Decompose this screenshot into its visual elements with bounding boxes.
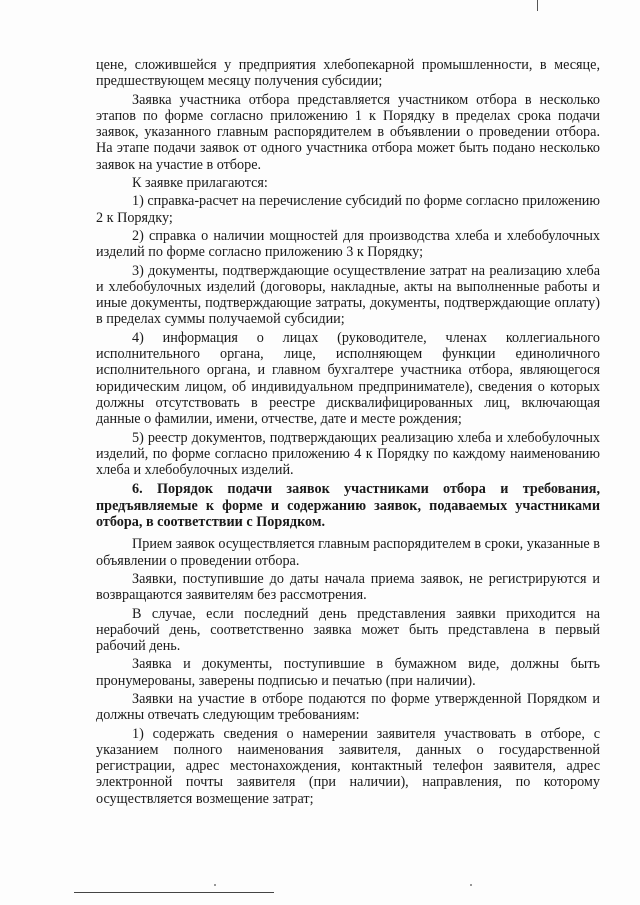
scan-speck — [214, 884, 216, 886]
list-item-2: 2) справка о наличии мощностей для производства хлеба и хлебобулочных изделий по форме согласно приложению 3 к Порядку; — [96, 227, 600, 261]
paragraph-early-applications: Заявки, поступившие до даты начала приема заявок, не регистрируются и возвращаются заявителям без рассмотрения. — [96, 570, 600, 604]
paragraph-nonworking-day: В случае, если последний день представления заявки приходится на нерабочий день, соответственно заявка может быть представлена в первый рабочий день. — [96, 605, 600, 655]
footnote-rule — [74, 892, 274, 893]
paragraph-requirements-intro: Заявки на участие в отборе подаются по форме утвержденной Порядком и должны отвечать следующим требованиям: — [96, 690, 600, 724]
section-heading-6: 6. Порядок подачи заявок участниками отбора и требования, предъявляемые к форме и содержанию заявок, подаваемых участниками отбора, в соответствии с Порядком. — [96, 481, 600, 531]
paragraph-attachments-intro: К заявке прилагаются: — [132, 175, 268, 192]
list-item-1: 1) справка-расчет на перечисление субсидий по форме согласно приложению 2 к Порядку; — [96, 193, 600, 226]
paragraph-acceptance: Прием заявок осуществляется главным распорядителем в сроки, указанные в объявлении о проведении отбора. — [96, 536, 600, 569]
paragraph-paper-documents: Заявка и документы, поступившие в бумажном виде, должны быть пронумерованы, заверены подписью и печатью (при наличии). — [96, 656, 600, 689]
paragraph-application-stages: Заявка участника отбора представляется участником отбора в несколько этапов по форме согласно приложению 1 к Порядку в пределах срока подачи заявок, указанного главным распорядителем в объявлении о проведении отбора. На этапе подачи заявок от одного участника отбора может быть подано несколько заявок на участие в отборе. — [96, 91, 600, 173]
document-body — [96, 57, 600, 809]
paragraph-continuation: цене, сложившейся у предприятия хлебопекарной промышленности, в месяце, предшествующем месяцу получения субсидии; — [96, 57, 600, 90]
scan-speck — [470, 884, 472, 886]
requirement-item-1: 1) содержать сведения о намерении заявителя участвовать в отборе, с указанием полного наименования заявителя, данных о государственной регистрации, адрес местонахождения, контактный телефон заявителя, адрес электронной почты заявителя (при наличии), направления, по которому осуществляется возмещение затрат; — [96, 725, 600, 807]
list-item-4: 4) информация о лицах (руководителе, членах коллегиального исполнительного органа, лице, исполняющем функции единоличного исполнительного органа, и главном бухгалтере участника отбора, являющегося юридическим лицом, об индивидуальном предпринимателе), сведения о которых должны отсутствовать в реестре дисквалифицированных лиц, включающая данные о фамилии, имени, отчестве, дате и месте рождения; — [96, 329, 600, 428]
scan-edge-mark — [537, 0, 538, 11]
list-item-5: 5) реестр документов, подтверждающих реализацию хлеба и хлебобулочных изделий, по форме согласно приложению 4 к Порядку по каждому наименованию хлеба и хлебобулочных изделий. — [96, 429, 600, 479]
list-item-3: 3) документы, подтверждающие осуществление затрат на реализацию хлеба и хлебобулочных изделий (договоры, накладные, акты на выполненные работы и иные документы, подтверждающие затраты, документы, подтверждающие оплату) в пределах суммы получаемой субсидии; — [96, 262, 600, 328]
